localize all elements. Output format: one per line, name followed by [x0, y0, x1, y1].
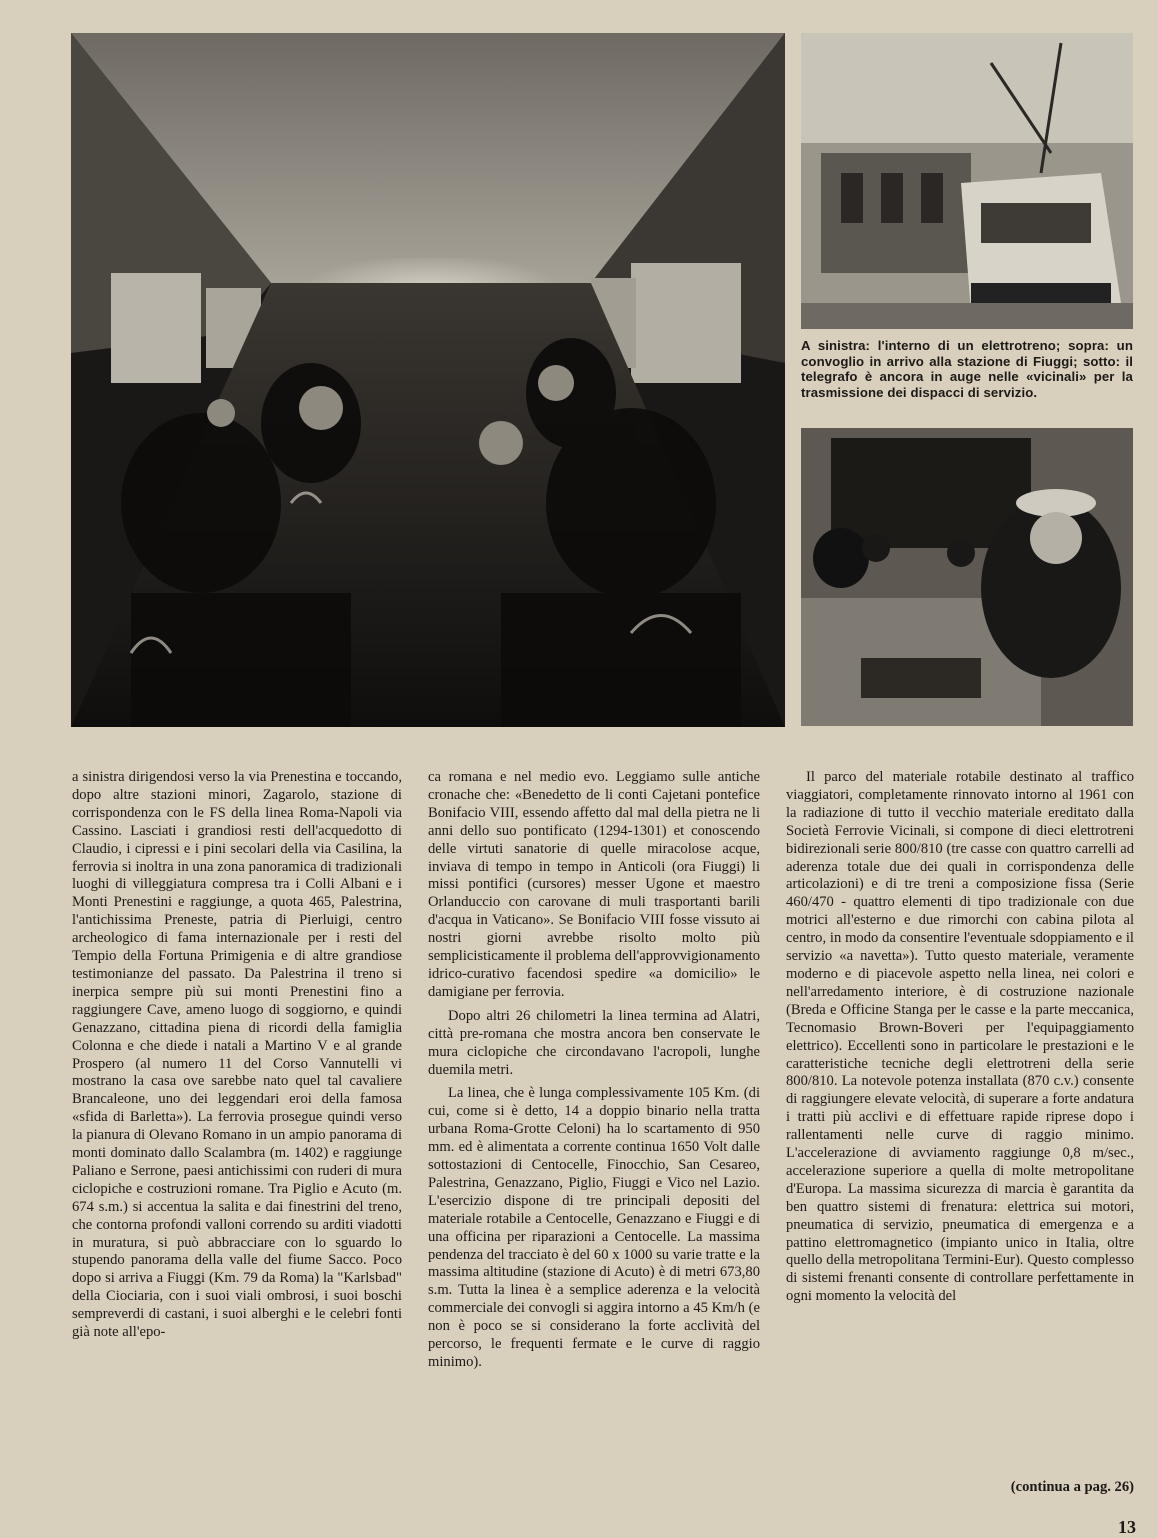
telegraph-photo	[801, 428, 1133, 726]
continued-note: (continua a pag. 26)	[1010, 1479, 1134, 1495]
train-interior-illustration	[71, 33, 785, 727]
telegraph-illustration	[801, 428, 1133, 726]
train-interior-photo	[71, 33, 785, 727]
article-column-1	[72, 769, 402, 1342]
column-2-paragraph-2: Dopo altri 26 chilometri la linea termina ad Alatri, città pre-romana che mostra ancora ben conservate le mura ciclopiche che circondavano l'acropoli, lunghe duemila metri.	[428, 1007, 760, 1078]
column-1-paragraph-1: a sinistra dirigendosi verso la via Prenestina e toccando, dopo altre stazioni minori, Zagarolo, stazione di corrispondenza con le FS della linea Roma-Napoli via Cassino. Lasciati i grandiosi resti dell'acquedotto di Claudio, i cipressi e i pini secolari della via Casilina, la ferrovia si inoltra in una zona panoramica di tradizionali luoghi di villeggiatura compresa tra i Colli Albani e i Monti Prenestini e raggiunge, a quota 465, Palestrina, l'antichissima Preneste, patria di Pierluigi, centro archeologico di fama internazionale per i resti del Tempio della Fortuna Primigenia e di altre grandiose testimonianze del passato. Da Palestrina il treno si inerpica sempre più sui monti Prenestini fino a raggiungere Cave, ameno luogo di soggiorno, e quindi Genazzano, cittadina piena di ricordi della famiglia Colonna e che diede i natali a Martino V e al grande Prospero (al numero 11 del Corso Vannutelli vi mostrano la casa ove sarebbe nato quel tal cavaliere Brancaleone, uno dei leggendari eroi della famosa «sfida di Barletta»). La ferrovia prosegue quindi verso la pianura di Olevano Romano in un ampio panorama di monti dominato dallo Scalambra (m. 1402) e raggiunge Paliano e Serrone, paesi antichissimi con ruderi di mura ciclopiche e costruzioni romane. Tra Piglio e Acuto (m. 674 s.m.) si accentua la salita e dai finestrini del treno, che contorna profondi valloni correndo su arditi viadotti in muratura, si può abbracciare con lo sguardo lo stupendo panorama della valle del fiume Sacco. Poco dopo si arriva a Fiuggi (Km. 79 da Roma) la "Karlsbad" della Ciociaria, con i suoi viali ombrosi, i suoi boschi sempreverdi di castani, i suoi alberghi e le celebri fonti già note all'epo-	[72, 769, 402, 1341]
page-number: 13	[1118, 1517, 1136, 1537]
photo-caption: A sinistra: l'interno di un elettrotreno; sopra: un convoglio in arrivo alla stazione di Fiuggi; sotto: il telegrafo è ancora in auge nelle «vicinali» per la trasmissione dei dispacci di servizio.	[801, 338, 1133, 400]
column-3-paragraph-1: Il parco del materiale rotabile destinato al traffico viaggiatori, completamente rinnovato intorno al 1961 con la radiazione di tutto il vecchio materiale ereditato dalla Società Ferrovie Vicinali, si compone di dieci elettrotreni bidirezionali serie 800/810 (tre casse con quattro carrelli ad aderenza totale due dei quali in corrispondenza delle articolazioni) e di tre treni a composizione fissa (Serie 460/470 - quattro elementi di tipo tradizionale con due motrici all'esterno e due rimorchi con cabina pilota al centro, in modo da consentire l'eventuale sdoppiamento e il servizio «a navetta»). Tutto questo materiale, veramente moderno e di piacevole aspetto nella linea, nei colori e nell'arredamento interiore, è di costruzione nazionale (Breda e Officine Stanga per le casse e la parte meccanica, Tecnomasio Brown-Boveri per l'equipaggiamento elettrico). Eccellenti sono in particolare le prestazioni e le caratteristiche tecniche degli elettrotreni della serie 800/810. La notevole potenza installata (870 c.v.) consente di raggiungere elevate velocità, di superare a forte andatura i tratti più acclivi e di effettuare rapide riprese dopo i rallentamenti nelle curve di raggio minimo. L'accelerazione di avviamento raggiunge 0,8 m/sec., accelerazione superiore a quella di molte metropolitane d'Europa. La massima sicurezza di marcia è garantita da ben quattro sistemi di frenatura: elettrica sui motori, pneumatica di servizio, pneumatica di emergenza e a pattino elettromagnetico (impianto unico in Italia, oltre quello della metropolitana Termini-Eur). Questo complesso di sistemi frenanti consente di controllare perfettamente in ogni momento la velocità del	[786, 769, 1134, 1305]
article-column-3	[786, 769, 1134, 1306]
station-train-illustration	[801, 33, 1133, 329]
station-train-photo	[801, 33, 1133, 329]
column-2-paragraph-1: ca romana e nel medio evo. Leggiamo sulle antiche cronache che: «Benedetto de li conti Cajetani pontefice Bonifacio VIII, essendo affetto dal mal della pietra ne li anni dello suo pontificato (1294-1301) et conoscendo delle virtuti sanatorie di quelle miracolose acque, inviava di tempo in tempo in Anticoli (ora Fiuggi) li missi pontifici (cursores) messer Ugone et maestro Orlanduccio con carovane di muli trasportanti barili d'acqua in Vaticano». Se Bonifacio VIII fosse vissuto ai nostri giorni avrebbe risolto molto più semplicisticamente il problema dell'approvvigionamento idrico-curativo facendosi spedire «a domicilio» le damigiane per ferrovia.	[428, 769, 760, 1000]
article-column-2	[428, 769, 760, 1372]
column-2-paragraph-3: La linea, che è lunga complessivamente 105 Km. (di cui, come si è detto, 14 a doppio binario nella tratta urbana Roma-Grotte Celoni) ha lo scartamento di 950 mm. ed è alimentata a corrente continua 1650 Volt dalle sottostazioni di Centocelle, Finocchio, San Cesareo, Palestrina, Genazzano, Piglio, Fiuggi e Vico nel Lazio. L'esercizio dispone di tre principali depositi del materiale rotabile a Centocelle, Genazzano e Fiuggi e di una officina per riparazioni a Centocelle. La massima pendenza del tracciato è del 60 x 1000 su varie tratte e la massima altitudine (stazione di Acuto) è di metri 673,80 s.m. Tutta la linea è a semplice aderenza e la velocità commerciale dei convogli si aggira intorno a 45 Km/h (e non è poco se si considerano la forte acclività del percorso, le frequenti fermate e le curve di raggio minimo).	[428, 1085, 760, 1370]
